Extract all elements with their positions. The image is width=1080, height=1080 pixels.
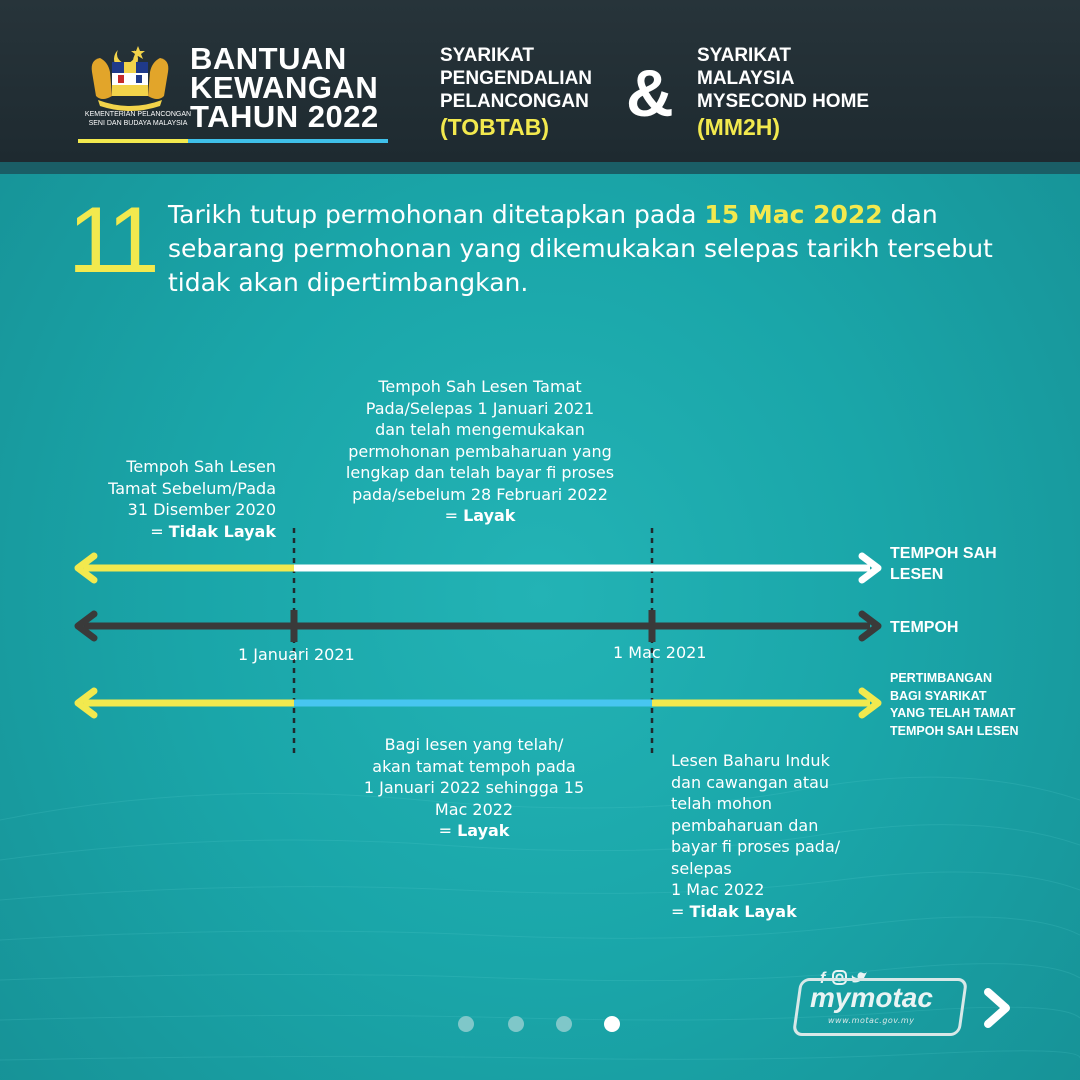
row-label-line: TEMPOH SAH [890, 545, 997, 562]
pagination-dot[interactable] [458, 1016, 474, 1032]
company-a-line: SYARIKAT [440, 45, 534, 66]
date-label-mac-2021: 1 Mac 2021 [613, 643, 707, 662]
company-b-line: SYARIKAT [697, 45, 791, 66]
title-line: TAHUN 2022 [190, 99, 379, 134]
company-a-line: PENGENDALIAN [440, 68, 593, 89]
pagination-dot[interactable] [556, 1016, 572, 1032]
label-line: Bagi lesen yang telah/ [384, 735, 564, 754]
label-eligible-renewal [312, 376, 648, 527]
verdict-prefix: = [671, 901, 690, 921]
logo-url: www.motac.gov.my [828, 1016, 915, 1025]
title-line: BANTUAN [190, 41, 347, 76]
label-line: selepas [671, 858, 732, 878]
pagination-dot[interactable] [508, 1016, 524, 1032]
label-eligible-2022-expiry [338, 734, 610, 842]
label-line: Pada/Selepas 1 Januari 2021 [365, 398, 595, 418]
label-verdict [338, 820, 610, 842]
label-not-eligible-new-license [671, 750, 881, 922]
row-label-line: LESEN [890, 566, 944, 583]
item-number: 11 [68, 187, 154, 292]
label-line: Mac 2022 [434, 799, 514, 819]
company-b-acronym: (MM2H) [697, 114, 781, 140]
label-line: 1 Januari 2022 sehingga 15 [363, 778, 585, 797]
row-label-period [890, 617, 958, 638]
label-line: lengkap dan telah bayar fi proses [345, 463, 615, 482]
company-a-acronym: (TOBTAB) [440, 114, 550, 140]
label-line: pembaharuan dan [671, 815, 819, 835]
row-label-line: TEMPOH SAH LESEN [890, 723, 1019, 738]
label-line: pada/sebelum 28 Februari 2022 [352, 484, 608, 504]
item-highlight-date: 15 Mac 2022 [704, 200, 883, 229]
label-line: permohonan pembaharuan yang [348, 441, 612, 461]
label-line: Tempoh Sah Lesen Tamat [378, 377, 582, 396]
ministry-line: KEMENTERIAN PELANCONGAN [84, 111, 192, 118]
label-verdict [312, 505, 648, 527]
pagination-dot-active[interactable] [604, 1016, 620, 1032]
label-line: dan telah mengemukakan [375, 420, 585, 439]
date-label-jan-2021: 1 Januari 2021 [238, 645, 355, 664]
label-line: Lesen Baharu Induk [671, 751, 830, 770]
company-b-line: MALAYSIA [697, 68, 795, 89]
verdict-text: Layak [463, 506, 516, 525]
row-label-line: PERTIMBANGAN [890, 671, 993, 685]
label-line: Tempoh Sah Lesen [126, 457, 276, 476]
company-b-line: MYSECOND HOME [697, 91, 870, 112]
label-line: telah mohon [671, 794, 773, 813]
item-text-after: dan sebarang permohonan yang dikemukakan selepas tarikh tersebut tidak akan dipertimbangkan. [168, 200, 993, 297]
row-label-line: TEMPOH [890, 619, 959, 636]
label-not-eligible-before-2021 [60, 456, 276, 542]
verdict-prefix: = [150, 521, 169, 541]
pagination-dots [458, 1016, 628, 1034]
ministry-line: SENI DAN BUDAYA MALAYSIA [88, 120, 188, 127]
label-line: Tamat Sebelum/Pada [108, 478, 276, 498]
verdict-text: Tidak Layak [689, 901, 797, 921]
row-label-consideration [890, 670, 1019, 740]
logo-text: mymotac [810, 982, 933, 1013]
verdict-prefix: = [444, 506, 464, 525]
label-line: akan tamat tempoh pada [372, 756, 576, 776]
label-line: 31 Disember 2020 [127, 500, 276, 519]
label-line: bayar fi proses pada/ [671, 837, 841, 856]
label-line: 1 Mac 2022 [671, 880, 765, 899]
title-line: KEWANGAN [190, 70, 379, 105]
ampersand: & [626, 56, 674, 130]
row-label-line: YANG TELAH TAMAT [890, 706, 1016, 720]
row-label-validity [890, 543, 997, 585]
label-verdict [60, 521, 276, 543]
verdict-text: Layak [457, 821, 510, 840]
chevron-right-icon[interactable] [978, 986, 1018, 1030]
label-verdict [671, 901, 881, 923]
verdict-prefix: = [438, 821, 458, 840]
item-text-before: Tarikh tutup permohonan ditetapkan pada [168, 200, 705, 229]
label-line: dan cawangan atau [671, 772, 830, 792]
svg-text:f: f [820, 970, 826, 987]
verdict-text: Tidak Layak [168, 521, 276, 541]
row-label-line: BAGI SYARIKAT [890, 688, 987, 703]
mymotac-logo[interactable] [796, 978, 964, 1034]
company-a-line: PELANCONGAN [440, 91, 589, 112]
